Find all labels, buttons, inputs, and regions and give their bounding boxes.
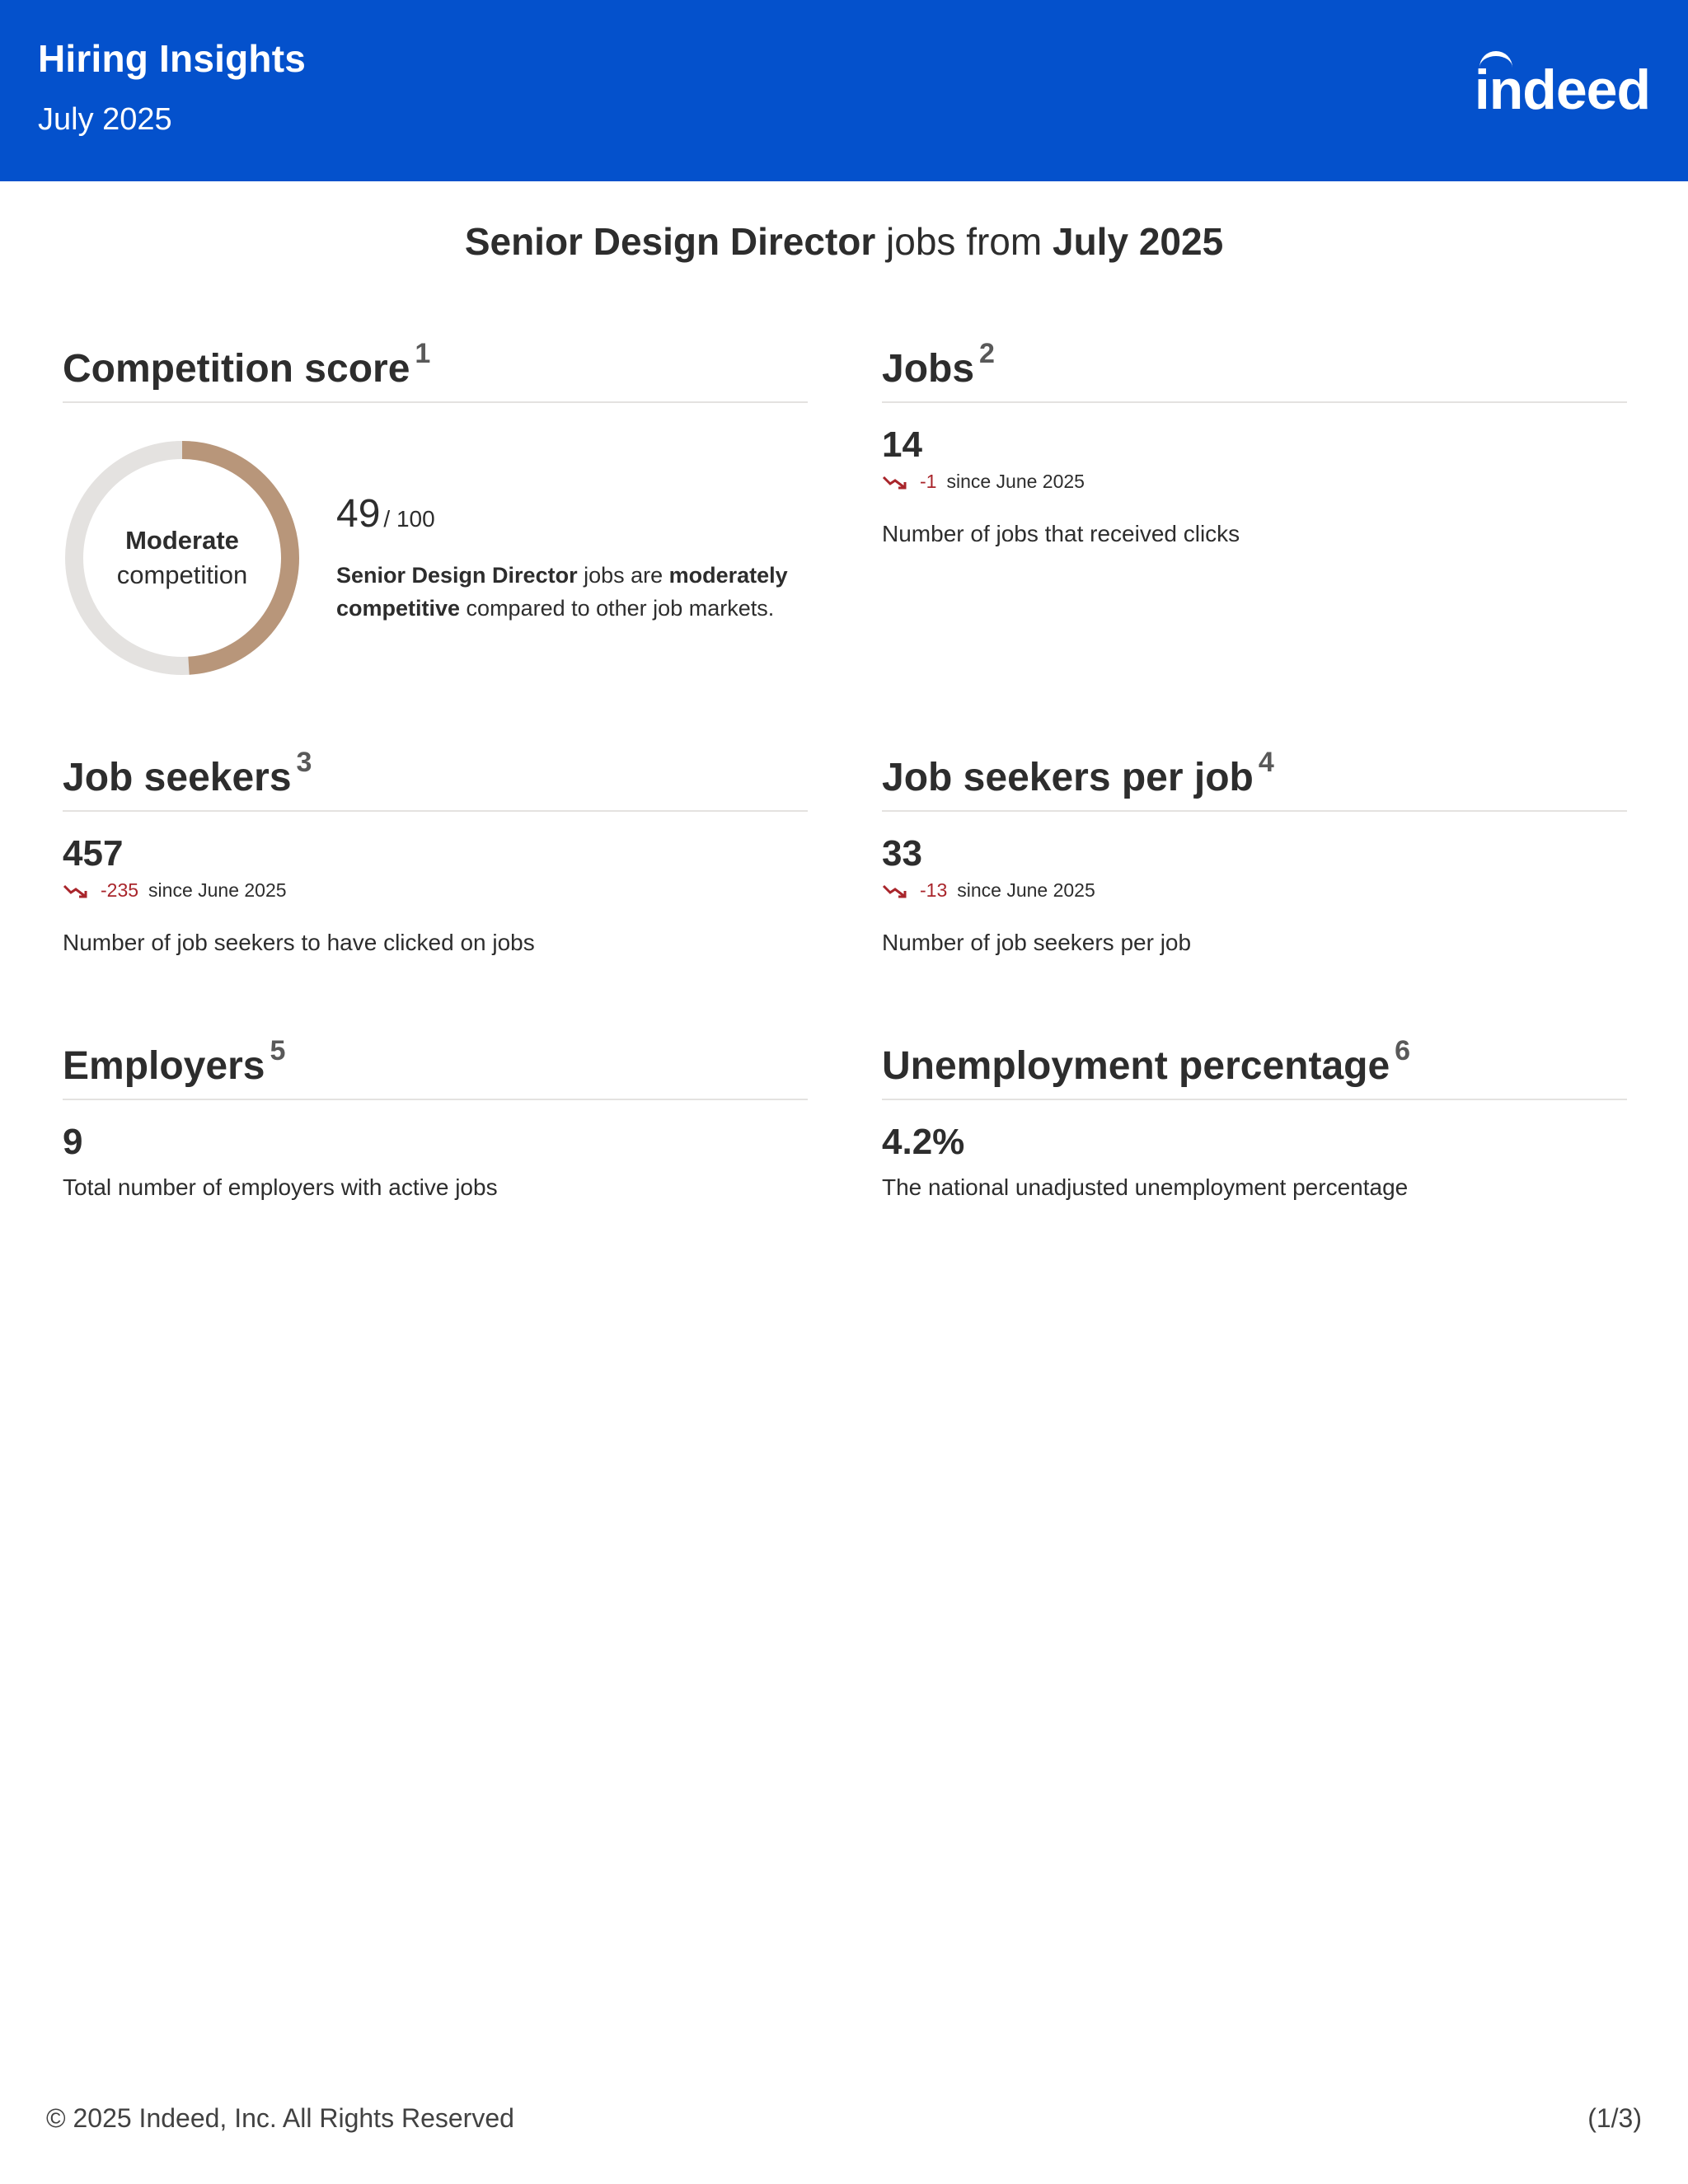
report-header — [0, 0, 1688, 181]
page-number: (1/3) — [1587, 2103, 1642, 2133]
footnote-marker: 1 — [415, 338, 431, 369]
section-divider — [882, 810, 1627, 812]
section-title-text: Job seekers — [63, 756, 292, 799]
score-value: 49 — [336, 492, 381, 536]
section-title — [882, 1035, 1627, 1089]
section-title-text: Unemployment percentage — [882, 1044, 1390, 1088]
section-title — [63, 747, 808, 800]
heading-period: July 2025 — [1053, 220, 1224, 263]
employers-description: Total number of employers with active jobs — [63, 1174, 498, 1200]
desc-mid: jobs are — [577, 563, 669, 588]
unemployment-section — [882, 1035, 1627, 1201]
section-title-text: Job seekers per job — [882, 756, 1254, 799]
footnote-marker: 2 — [979, 338, 995, 369]
logo-arc-icon — [1479, 51, 1512, 68]
competition-score — [336, 491, 435, 537]
section-title — [882, 747, 1627, 800]
footnote-marker: 5 — [270, 1035, 286, 1066]
trend-since: since June 2025 — [946, 471, 1085, 492]
employers-value: 9 — [63, 1122, 83, 1162]
section-title — [882, 338, 1627, 391]
jobs-value: 14 — [882, 424, 922, 465]
heading-job-title: Senior Design Director — [464, 220, 876, 263]
section-title-text: Employers — [63, 1044, 265, 1088]
footnote-marker: 4 — [1258, 747, 1274, 778]
section-divider — [63, 1099, 808, 1100]
page-heading — [0, 219, 1688, 264]
section-title-text: Competition score — [63, 347, 410, 391]
unemployment-description: The national unadjusted unemployment percentage — [882, 1174, 1409, 1200]
trend-delta: -235 — [101, 879, 139, 901]
employers-section — [63, 1035, 808, 1201]
score-max: / 100 — [383, 506, 435, 532]
job-seekers-section — [63, 747, 808, 956]
section-divider — [882, 401, 1627, 403]
trend-since: since June 2025 — [957, 879, 1095, 901]
desc-job: Senior Design Director — [336, 563, 578, 588]
footnote-marker: 6 — [1395, 1035, 1411, 1066]
indeed-logo — [1475, 58, 1650, 122]
desc-end: compared to other job markets. — [460, 596, 775, 621]
gauge-label-line1: Moderate — [125, 526, 239, 555]
section-title — [63, 338, 808, 391]
footnote-marker: 3 — [296, 747, 312, 778]
section-divider — [63, 401, 808, 403]
trend-down-icon — [63, 883, 89, 899]
section-divider — [882, 1099, 1627, 1100]
heading-middle: jobs from — [875, 220, 1053, 263]
desc-level: moderately competitive — [336, 563, 788, 621]
section-divider — [63, 810, 808, 812]
seekers-per-job-description: Number of job seekers per job — [882, 930, 1192, 955]
competition-description — [336, 559, 806, 625]
jobs-section — [882, 338, 1627, 547]
gauge-label-line2: competition — [116, 560, 248, 589]
report-title: Hiring Insights — [38, 37, 306, 80]
trend-down-icon — [882, 883, 908, 899]
seekers-per-job-section — [882, 747, 1627, 956]
competition-section — [63, 338, 808, 692]
job-seekers-value: 457 — [63, 833, 124, 874]
gauge-label — [63, 438, 302, 677]
logo-text: indeed — [1474, 59, 1650, 121]
seekers-per-job-trend — [882, 879, 1627, 902]
report-period: July 2025 — [38, 102, 172, 137]
job-seekers-description: Number of job seekers to have clicked on jobs — [63, 930, 535, 955]
trend-delta: -13 — [920, 879, 948, 901]
job-seekers-trend — [63, 879, 808, 902]
section-title — [63, 1035, 808, 1089]
jobs-description: Number of jobs that received clicks — [882, 521, 1240, 546]
trend-delta: -1 — [920, 471, 937, 492]
trend-since: since June 2025 — [148, 879, 287, 901]
seekers-per-job-value: 33 — [882, 833, 922, 874]
section-title-text: Jobs — [882, 347, 975, 391]
unemployment-value: 4.2% — [882, 1122, 965, 1162]
trend-down-icon — [882, 474, 908, 490]
jobs-trend — [882, 471, 1627, 493]
footer-copyright: © 2025 Indeed, Inc. All Rights Reserved — [46, 2103, 514, 2133]
